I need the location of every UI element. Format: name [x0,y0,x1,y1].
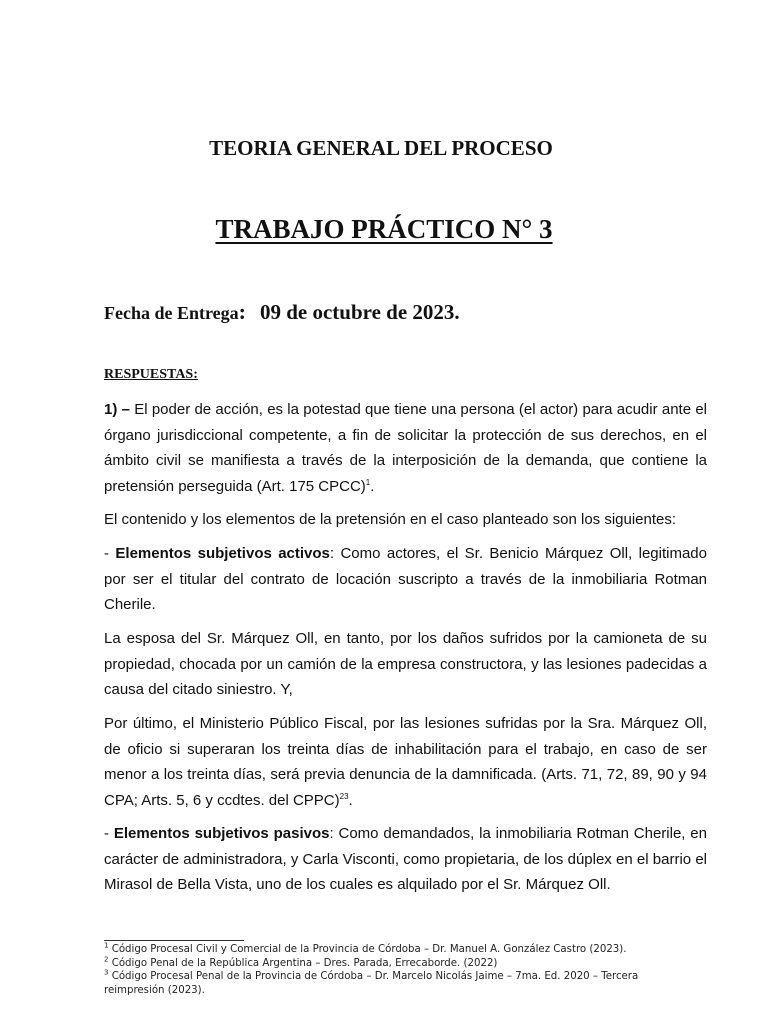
ministerio-text: Por último, el Ministerio Público Fiscal, por las lesiones sufridas por la Sra. Márquez Oll, de oficio si superaran los treinta días de inhabilitación para el trabajo, en caso de ser menor a los treinta días, será previa denuncia de la damnificada. (Arts. 71, 72, 89, 90 y 94 CPA; Arts. 5, 6 y ccdtes. del CPPC) [104,715,707,809]
active-subjects-paragraph [104,541,707,618]
footnote-text: Código Procesal Penal de la Provincia de Córdoba – Dr. Marcelo Nicolás Jaime – 7ma. Ed. 2020 – Tercera reimpresión (2023). [104,971,639,996]
footnote-separator [104,940,244,941]
assignment-title: TRABAJO PRÁCTICO N° 3 [215,214,553,244]
course-title: TEORIA GENERAL DEL PROCESO [209,136,553,160]
ministerio-end: . [348,791,353,809]
answer-1-text: El poder de acción, es la potestad que tiene una persona (el actor) para acudir ante el órgano jurisdiccional competente, a fin de solicitar la protección de sus derechos, en el ámbito civil se manifiesta a través de la interposición de la demanda, que contiene la pretensión perseguida (Art. 175 CPCC) [104,401,707,495]
footnote-item [104,943,664,957]
due-date-line [104,299,460,325]
answer-1-number: 1) – [104,401,130,418]
footnote-item [104,957,664,971]
active-subjects-heading: Elementos subjetivos activos [115,545,330,562]
footnote-number: 1 [104,941,109,950]
passive-subjects-dash: - [104,825,114,842]
passive-subjects-text: : Como demandados, la inmobiliaria Rotman Cherile, en carácter de administradora, y Carla Visconti, como propietaria, de los dúplex en el barrio el Mirasol de Bella Vista, uno de los cuales es alquilado por el Sr. Márquez Oll. [104,825,707,893]
due-date-label: Fecha de Entrega [104,303,239,323]
active-subjects-dash: - [104,545,116,562]
answers-heading: RESPUESTAS: [104,367,198,382]
content-intro-paragraph: El contenido y los elementos de la pretensión en el caso planteado son los siguientes: [104,511,677,528]
footnote-ref-1[interactable]: 1 [365,477,371,487]
answer-1-end: . [370,477,375,495]
active-subjects-text: : Como actores, el Sr. Benicio Márquez Oll, legitimado por ser el titular del contrato de locación suscripto a través de la inmobiliaria Rotman Cherile. [104,545,707,613]
footnote-text: Código Procesal Civil y Comercial de la Provincia de Córdoba – Dr. Manuel A. González Castro (2023). [108,944,627,955]
ministerio-paragraph [104,711,707,813]
due-date-value: 09 de octubre de 2023. [259,300,460,324]
footnote-item [104,970,664,997]
footnotes [104,943,664,997]
wife-paragraph: La esposa del Sr. Márquez Oll, en tanto, por los daños sufridos por la camioneta de su propiedad, chocada por un camión de la empresa constructora, y las lesiones padecidas a causa del citado siniestro. Y, [104,630,707,698]
answer-1-paragraph [104,397,707,499]
footnote-number: 2 [104,955,109,964]
footnote-number: 3 [104,968,109,977]
passive-subjects-paragraph [104,821,707,898]
passive-subjects-heading: Elementos subjetivos pasivos [113,825,330,842]
footnote-ref-23[interactable]: 23 [339,791,349,801]
footnote-text: Código Penal de la República Argentina – Dres. Parada, Errecaborde. (2022) [108,957,498,969]
due-date-colon: : [238,299,246,324]
